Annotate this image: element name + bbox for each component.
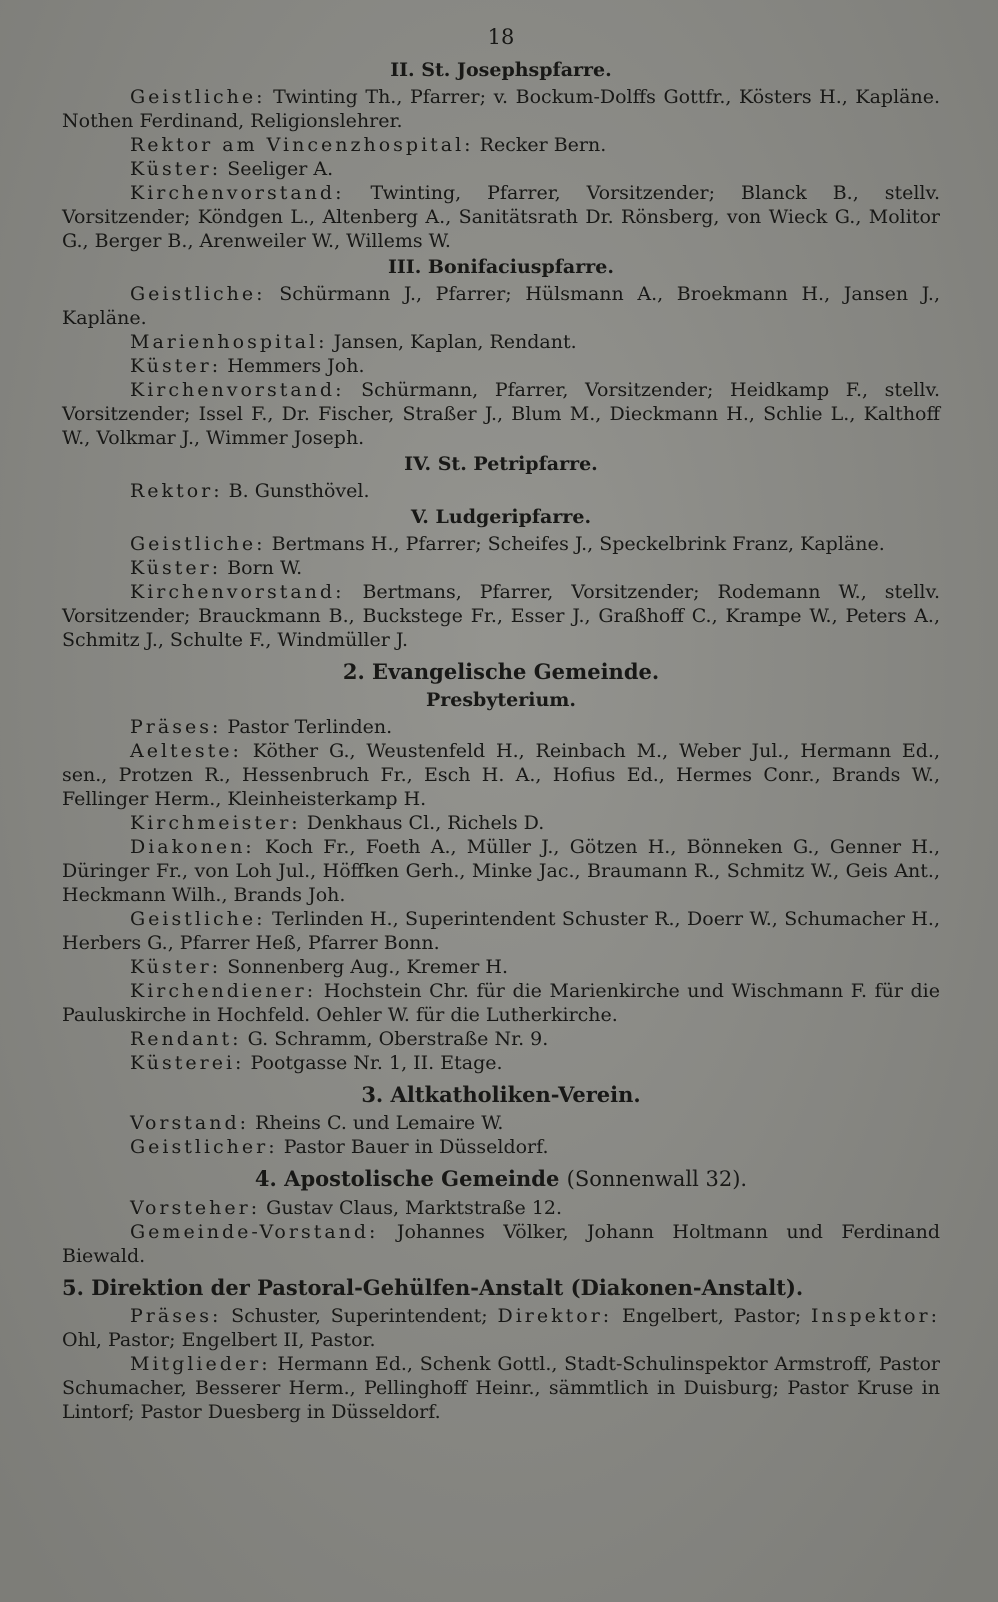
entry-label: Rektor am Vincenzhospital:: [130, 134, 474, 156]
heading-suffix: (Sonnenwall 32).: [566, 1167, 748, 1191]
entry-label: Präses:: [130, 1305, 222, 1327]
entry-text: Bertmans, Pfarrer, Vorsitzender; Rodemann W., stellv. Vorsitzender; Brauckmann B., Buckstege Fr., Esser J., Graßhoff C., Krampe W., Peters A., Schmitz J., Schulte F., Windmüller J.: [62, 581, 941, 651]
entry-label: Vorsteher:: [130, 1197, 261, 1219]
entry-label: Präses:: [130, 716, 222, 738]
entry-text: Twinting Th., Pfarrer; v. Bockum-Dolffs Gottfr., Kösters H., Kapläne. Nothen Ferdinand, Religionslehrer.: [62, 86, 940, 132]
entry-paragraph: [62, 556, 940, 580]
heading-apostolische-gemeinde: [62, 1165, 940, 1193]
entry-paragraph: [62, 1051, 940, 1075]
entry-label: Gemeinde-Vorstand:: [130, 1221, 379, 1243]
entry-text: Born W.: [227, 557, 303, 579]
entry-paragraph: [62, 133, 940, 157]
entry-label: Aelteste:: [130, 740, 242, 762]
heading-direktion-pastoral-anstalt: 5. Direktion der Pastoral-Gehülfen-Anstalt (Diakonen-Anstalt).: [62, 1275, 804, 1300]
entry-paragraph: [62, 532, 940, 556]
entry-text: Engelbert, Pastor;: [622, 1305, 802, 1327]
entry-text: Hochstein Chr. für die Marienkirche und Wischmann F. für die Pauluskirche in Hochfeld. Oehler W. für die Lutherkirche.: [62, 980, 941, 1026]
heading-josephspfarre: II. St. Josephspfarre.: [390, 59, 612, 81]
heading-presbyterium: Presbyterium.: [425, 689, 577, 711]
entry-label: Küsterei:: [130, 1052, 245, 1074]
entry-paragraph: [62, 1352, 940, 1424]
heading-bonifaciuspfarre: III. Bonifaciuspfarre.: [388, 256, 614, 278]
entry-label: Rendant:: [130, 1028, 242, 1050]
entry-label: Marienhospital:: [130, 331, 328, 353]
entry-paragraph: [62, 181, 940, 253]
entry-paragraph: [62, 580, 940, 652]
heading-text: 4. Apostolische Gemeinde: [254, 1166, 560, 1191]
entry-text: G. Schramm, Oberstraße Nr. 9.: [247, 1028, 549, 1050]
entry-paragraph: [62, 479, 940, 503]
entry-label: Geistliche:: [130, 533, 266, 555]
entry-text: Hermann Ed., Schenk Gottl., Stadt-Schulinspektor Armstroff, Pastor Schumacher, Besserer Herm., Pellinghoff Heinr., sämmtlich in Duisburg; Pastor Kruse in Lintorf; Pastor Duesberg in Düsseldorf.: [62, 1353, 940, 1423]
entry-text: Johannes Völker, Johann Holtmann und Ferdinand Biewald.: [62, 1221, 940, 1267]
heading-evangelische-gemeinde: 2. Evangelische Gemeinde.: [342, 659, 660, 684]
entry-label: Küster:: [130, 557, 222, 579]
entry-text: Terlinden H., Superintendent Schuster R., Doerr W., Schumacher H., Herbers G., Pfarrer Heß, Pfarrer Bonn.: [62, 908, 940, 954]
entry-paragraph: [62, 330, 940, 354]
entry-paragraph: [62, 1135, 940, 1159]
entry-label: Diakonen:: [130, 836, 255, 858]
entry-paragraph: [62, 378, 940, 450]
entry-text: Pastor Terlinden.: [227, 716, 393, 738]
entry-text: Pootgasse Nr. 1, II. Etage.: [250, 1052, 503, 1074]
entry-text: Schuster, Superintendent;: [231, 1305, 488, 1327]
entry-label: Kirchmeister:: [130, 812, 301, 834]
entry-paragraph: [62, 1027, 940, 1051]
heading-ludgeripfarre: V. Ludgeripfarre.: [410, 506, 592, 528]
entry-paragraph: [62, 955, 940, 979]
entry-paragraph: [62, 907, 940, 955]
page-number: 18: [487, 25, 515, 49]
entry-paragraph: [62, 282, 940, 330]
entry-label: Vorstand:: [130, 1112, 250, 1134]
entry-label: Kirchenvorstand:: [130, 379, 345, 401]
heading-petripfarre: IV. St. Petripfarre.: [404, 453, 598, 475]
entry-paragraph: [62, 85, 940, 133]
entry-text: Gustav Claus, Marktstraße 12.: [266, 1197, 563, 1219]
entry-text: Ohl, Pastor; Engelbert II, Pastor.: [62, 1329, 376, 1351]
entry-paragraph: [62, 715, 940, 739]
entry-text: Pastor Bauer in Düsseldorf.: [283, 1136, 549, 1158]
entry-text: Twinting, Pfarrer, Vorsitzender; Blanck B., stellv. Vorsitzender; Köndgen L., Altenberg A., Sanitätsrath Dr. Rönsberg, von Wieck G., Molitor G., Berger B., Arenweiler W., Willems W.: [62, 182, 941, 252]
entry-label: Kirchenvorstand:: [130, 182, 345, 204]
entry-label: Kirchendiener:: [130, 980, 317, 1002]
entry-paragraph: [62, 157, 940, 181]
entry-label: Geistlicher:: [130, 1136, 278, 1158]
entry-text: Denkhaus Cl., Richels D.: [306, 812, 545, 834]
entry-paragraph: [62, 1220, 940, 1268]
entry-text: Jansen, Kaplan, Rendant.: [333, 331, 577, 353]
entry-text: Hemmers Joh.: [227, 355, 365, 377]
entry-label: Küster:: [130, 158, 222, 180]
entry-text: Sonnenberg Aug., Kremer H.: [227, 956, 509, 978]
heading-altkatholiken-verein: 3. Altkatholiken-Verein.: [361, 1082, 641, 1107]
entry-text: Seeliger A.: [227, 158, 334, 180]
entry-text: Schürmann J., Pfarrer; Hülsmann A., Broekmann H., Jansen J., Kapläne.: [62, 283, 940, 329]
entry-label: Geistliche:: [130, 86, 266, 108]
entry-label: Geistliche:: [130, 908, 266, 930]
entry-label: Küster:: [130, 355, 222, 377]
entry-label: Mitglieder:: [130, 1353, 271, 1375]
entry-label: Küster:: [130, 956, 222, 978]
entry-label: Rektor:: [130, 480, 223, 502]
entry-paragraph: [62, 811, 940, 835]
entry-label: Kirchenvorstand:: [130, 581, 345, 603]
entry-text: B. Gunsthövel.: [228, 480, 370, 502]
entry-text: Recker Bern.: [479, 134, 607, 156]
entry-paragraph: [62, 1304, 940, 1352]
entry-paragraph: [62, 354, 940, 378]
entry-text: Rheins C. und Lemaire W.: [255, 1112, 504, 1134]
entry-label: Direktor:: [497, 1305, 613, 1327]
entry-text: Schürmann, Pfarrer, Vorsitzender; Heidkamp F., stellv. Vorsitzender; Issel F., Dr. Fischer, Straßer J., Blum M., Dieckmann H., Schlie L., Kalthoff W., Volkmar J., Wimmer Joseph.: [62, 379, 940, 449]
entry-text: Bertmans H., Pfarrer; Scheifes J., Speckelbrink Franz, Kapläne.: [271, 533, 885, 555]
entry-text: Koch Fr., Foeth A., Müller J., Götzen H., Bönneken G., Genner H., Düringer Fr., von Loh Jul., Höffken Gerh., Minke Jac., Braumann R., Schmitz W., Geis Ant., Heckmann Wilh., Brands Joh.: [62, 836, 940, 906]
entry-text: Köther G., Weustenfeld H., Reinbach M., Weber Jul., Hermann Ed., sen., Protzen R., Hessenbruch Fr., Esch H. A., Hofius Ed., Hermes Conr., Brands W., Fellinger Herm., Kleinheisterkamp H.: [62, 740, 941, 810]
entry-paragraph: [62, 979, 940, 1027]
entry-label: Geistliche:: [130, 283, 266, 305]
entry-paragraph: [62, 835, 940, 907]
entry-label: Inspektor:: [811, 1305, 940, 1327]
entry-paragraph: [62, 739, 940, 811]
entry-paragraph: [62, 1196, 940, 1220]
entry-paragraph: [62, 1111, 940, 1135]
